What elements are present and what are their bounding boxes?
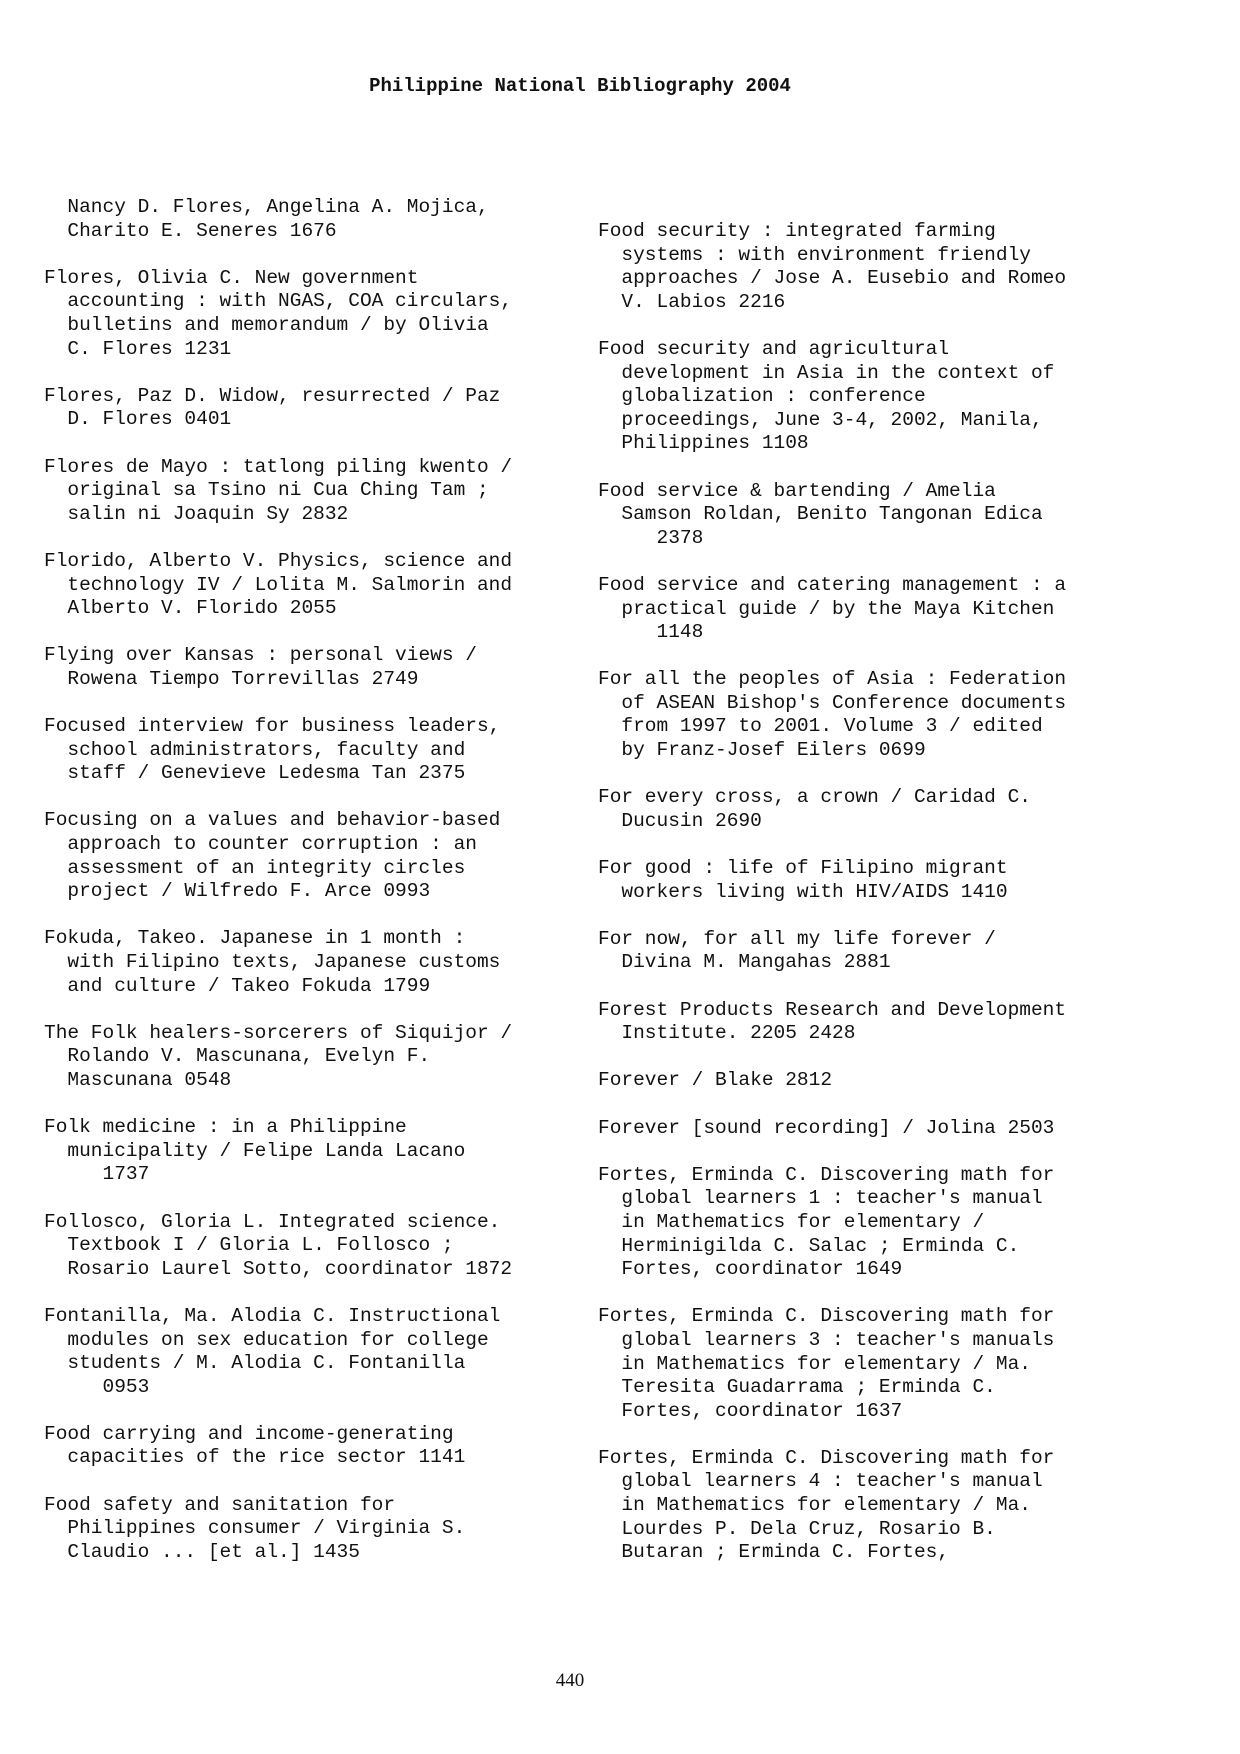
entry-line: practical guide / by the Maya Kitchen (598, 597, 1055, 620)
bibliography-entry (44, 644, 604, 691)
entry-line: by Franz-Josef Eilers 0699 (598, 739, 926, 762)
entry-line: Fortes, Erminda C. Discovering math for (598, 1163, 1055, 1186)
entry-line: and culture / Takeo Fokuda 1799 (44, 974, 431, 997)
entry-line: Herminigilda C. Salac ; Erminda C. (598, 1234, 1020, 1257)
entry-line: Philippines consumer / Virginia S. (44, 1517, 466, 1540)
bibliography-entry (598, 668, 1158, 762)
entry-line: Fortes, coordinator 1637 (598, 1399, 903, 1422)
entry-line: globalization : conference (598, 385, 926, 408)
bibliography-entry (598, 1117, 1158, 1141)
entry-line: Fortes, Erminda C. Discovering math for (598, 1446, 1055, 1469)
page-number: 440 (555, 1670, 585, 1691)
entry-line: Alberto V. Florido 2055 (44, 597, 337, 620)
bibliography-entry (598, 1305, 1158, 1423)
bibliography-entry (44, 1116, 604, 1187)
entry-line: Nancy D. Flores, Angelina A. Mojica, (44, 196, 489, 218)
entry-line: Samson Roldan, Benito Tangonan Edica (598, 503, 1043, 526)
entry-line: Rosario Laurel Sotto, coordinator 1872 (44, 1257, 513, 1280)
bibliography-entry (44, 1494, 604, 1565)
bibliography-entry (44, 456, 604, 527)
entry-line: Rowena Tiempo Torrevillas 2749 (44, 667, 419, 690)
entry-line: Forever / Blake 2812 (598, 1069, 833, 1092)
entry-line: Forest Products Research and Development (598, 998, 1067, 1021)
entry-line: Folk medicine : in a Philippine (44, 1116, 407, 1139)
bibliography-entry (44, 927, 604, 998)
entry-line: students / M. Alodia C. Fontanilla (44, 1352, 466, 1375)
bibliography-entry (44, 385, 604, 432)
entry-line: Lourdes P. Dela Cruz, Rosario B. (598, 1517, 996, 1540)
entry-line: development in Asia in the context of (598, 361, 1055, 384)
bibliography-entry (598, 574, 1158, 645)
entry-line: Rolando V. Mascunana, Evelyn F. (44, 1045, 431, 1068)
bibliography-entry (598, 1447, 1158, 1565)
entry-line: Food service & bartending / Amelia (598, 479, 996, 502)
entry-line: 0953 (44, 1375, 150, 1398)
entry-line: Divina M. Mangahas 2881 (598, 951, 891, 974)
page-title: Philippine National Bibliography 2004 (369, 75, 791, 97)
bibliography-entry (44, 196, 604, 243)
entry-line: Charito E. Seneres 1676 (44, 219, 337, 242)
entry-line: Mascunana 0548 (44, 1068, 232, 1091)
bibliography-entry (598, 1069, 1158, 1093)
bibliography-entry (598, 999, 1158, 1046)
bibliography-entry (598, 220, 1158, 314)
entry-line: staff / Genevieve Ledesma Tan 2375 (44, 762, 466, 785)
entry-line: Florido, Alberto V. Physics, science and (44, 549, 513, 572)
entry-line: approach to counter corruption : an (44, 833, 477, 856)
entry-line: global learners 4 : teacher's manual (598, 1470, 1043, 1493)
entry-line: approaches / Jose A. Eusebio and Romeo (598, 267, 1067, 290)
bibliography-entry (44, 1423, 604, 1470)
bibliography-entry (598, 480, 1158, 551)
entry-line: For every cross, a crown / Caridad C. (598, 786, 1031, 809)
bibliography-entry (598, 338, 1158, 456)
entry-line: Fortes, Erminda C. Discovering math for (598, 1305, 1055, 1328)
entry-line: Follosco, Gloria L. Integrated science. (44, 1210, 501, 1233)
entry-line: The Folk healers-sorcerers of Siquijor / (44, 1021, 513, 1044)
bibliography-entry (598, 786, 1158, 833)
entry-line: accounting : with NGAS, COA circulars, (44, 290, 513, 313)
bibliography-entry (44, 715, 604, 786)
entry-line: proceedings, June 3-4, 2002, Manila, (598, 408, 1043, 431)
entry-line: 1737 (44, 1163, 150, 1186)
entry-line: in Mathematics for elementary / Ma. (598, 1494, 1031, 1517)
entry-line: Claudio ... [et al.] 1435 (44, 1540, 360, 1563)
bibliography-entry (44, 1305, 604, 1399)
entry-line: capacities of the rice sector 1141 (44, 1446, 466, 1469)
entry-line: global learners 3 : teacher's manuals (598, 1328, 1055, 1351)
entry-line: Philippines 1108 (598, 432, 809, 455)
entry-line: technology IV / Lolita M. Salmorin and (44, 573, 513, 596)
entry-line: Fokuda, Takeo. Japanese in 1 month : (44, 927, 466, 950)
entry-line: For good : life of Filipino migrant (598, 857, 1008, 880)
entry-line: bulletins and memorandum / by Olivia (44, 313, 489, 336)
bibliography-entry (44, 267, 604, 361)
right-column (598, 196, 1158, 1588)
entry-line: 1148 (598, 621, 704, 644)
entry-line: modules on sex education for college (44, 1328, 489, 1351)
entry-line: Food security and agricultural (598, 337, 950, 360)
entry-line: Textbook I / Gloria L. Follosco ; (44, 1234, 454, 1257)
bibliography-entry (44, 550, 604, 621)
bibliography-entry (44, 1211, 604, 1282)
left-column (44, 196, 604, 1588)
entry-line: Flores, Olivia C. New government (44, 266, 419, 289)
bibliography-entry (44, 1022, 604, 1093)
bibliography-entry (598, 857, 1158, 904)
entry-line: Teresita Guadarrama ; Erminda C. (598, 1376, 996, 1399)
entry-line: in Mathematics for elementary / Ma. (598, 1352, 1031, 1375)
entry-line: Food service and catering management : a (598, 573, 1067, 596)
entry-line: Flores, Paz D. Widow, resurrected / Paz (44, 384, 501, 407)
entry-line: municipality / Felipe Landa Lacano (44, 1139, 466, 1162)
entry-line: For all the peoples of Asia : Federation (598, 668, 1067, 691)
entry-line: C. Flores 1231 (44, 337, 232, 360)
entry-line: global learners 1 : teacher's manual (598, 1187, 1043, 1210)
entry-line: Food safety and sanitation for (44, 1493, 396, 1516)
entry-line: original sa Tsino ni Cua Ching Tam ; (44, 479, 489, 502)
entry-line: assessment of an integrity circles (44, 856, 466, 879)
entry-line: Butaran ; Erminda C. Fortes, (598, 1541, 950, 1564)
entry-line: Fontanilla, Ma. Alodia C. Instructional (44, 1304, 501, 1327)
entry-line: workers living with HIV/AIDS 1410 (598, 880, 1008, 903)
entry-line: school administrators, faculty and (44, 738, 466, 761)
entry-line: Food security : integrated farming (598, 220, 996, 242)
entry-line: salin ni Joaquin Sy 2832 (44, 502, 349, 525)
entry-line: Flores de Mayo : tatlong piling kwento / (44, 455, 513, 478)
entry-line: Ducusin 2690 (598, 809, 762, 832)
entry-line: Flying over Kansas : personal views / (44, 644, 477, 667)
entry-line: V. Labios 2216 (598, 290, 786, 313)
bibliography-entry (44, 809, 604, 903)
entry-line: D. Flores 0401 (44, 408, 232, 431)
entry-line: from 1997 to 2001. Volume 3 / edited (598, 715, 1043, 738)
entry-line: of ASEAN Bishop's Conference documents (598, 691, 1067, 714)
entry-line: Food carrying and income-generating (44, 1422, 454, 1445)
entry-line: Fortes, coordinator 1649 (598, 1258, 903, 1281)
entry-line: Focused interview for business leaders, (44, 715, 501, 738)
bibliography-entry (598, 928, 1158, 975)
entry-line: Forever [sound recording] / Jolina 2503 (598, 1116, 1055, 1139)
entry-line: with Filipino texts, Japanese customs (44, 951, 501, 973)
entry-line: For now, for all my life forever / (598, 927, 996, 950)
entry-line: systems : with environment friendly (598, 243, 1031, 266)
entry-line: project / Wilfredo F. Arce 0993 (44, 880, 431, 903)
entry-line: Focusing on a values and behavior-based (44, 809, 501, 832)
bibliography-entry (598, 1164, 1158, 1282)
entry-line: Institute. 2205 2428 (598, 1022, 856, 1045)
entry-line: 2378 (598, 526, 704, 549)
entry-line: in Mathematics for elementary / (598, 1210, 985, 1233)
